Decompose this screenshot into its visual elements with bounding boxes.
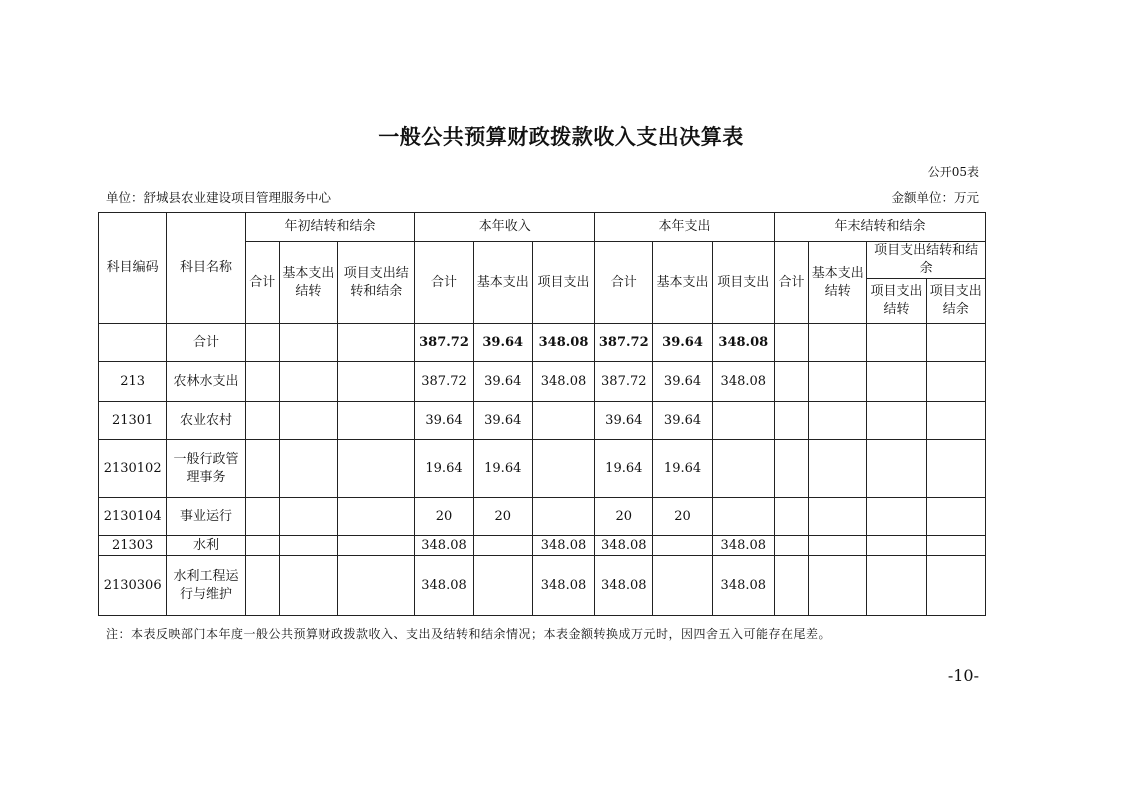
begin-project — [338, 402, 415, 440]
expense-total: 348.08 — [595, 556, 653, 616]
header-income-total: 合计 — [415, 242, 473, 324]
begin-total — [245, 324, 279, 362]
expense-total: 348.08 — [595, 536, 653, 556]
expense-project — [712, 498, 774, 536]
row-code: 2130102 — [99, 440, 167, 498]
begin-total — [245, 362, 279, 402]
row-name: 事业运行 — [167, 498, 245, 536]
end-project-carry — [867, 440, 926, 498]
table-body — [99, 324, 986, 616]
page-title: 一般公共预算财政拨款收入支出决算表 — [378, 125, 744, 149]
income-basic — [473, 556, 532, 616]
table-row — [99, 536, 986, 556]
expense-total: 387.72 — [595, 324, 653, 362]
income-basic: 20 — [473, 498, 532, 536]
expense-basic: 39.64 — [653, 324, 712, 362]
header-income-group: 本年收入 — [415, 213, 595, 242]
table-row — [99, 362, 986, 402]
row-name: 水利工程运行与维护 — [167, 556, 245, 616]
end-basic — [809, 498, 867, 536]
expense-project — [712, 440, 774, 498]
expense-basic: 20 — [653, 498, 712, 536]
header-income-project: 项目支出 — [532, 242, 594, 324]
footnote: 注：本表反映部门本年度一般公共预算财政拨款收入、支出及结转和结余情况；本表金额转换成万元时，因四舍五入可能存在尾差。 — [106, 627, 832, 641]
begin-basic — [279, 402, 337, 440]
income-basic: 39.64 — [473, 402, 532, 440]
end-total — [774, 324, 808, 362]
expense-basic: 19.64 — [653, 440, 712, 498]
end-project-balance — [926, 556, 985, 616]
table-row — [99, 440, 986, 498]
row-code: 2130104 — [99, 498, 167, 536]
end-total — [774, 402, 808, 440]
amount-unit: 金额单位：万元 — [891, 190, 979, 205]
header-end-project-carry: 项目支出结转 — [867, 279, 926, 324]
expense-total: 19.64 — [595, 440, 653, 498]
end-project-carry — [867, 536, 926, 556]
header-expense-basic: 基本支出 — [653, 242, 712, 324]
begin-total — [245, 402, 279, 440]
income-basic: 39.64 — [473, 362, 532, 402]
header-end-total: 合计 — [774, 242, 808, 324]
end-project-balance — [926, 498, 985, 536]
end-project-balance — [926, 402, 985, 440]
income-basic: 19.64 — [473, 440, 532, 498]
expense-total: 387.72 — [595, 362, 653, 402]
begin-project — [338, 362, 415, 402]
row-name: 合计 — [167, 324, 245, 362]
expense-project: 348.08 — [712, 536, 774, 556]
header-end-basic: 基本支出结转 — [809, 242, 867, 324]
income-basic — [473, 536, 532, 556]
begin-basic — [279, 556, 337, 616]
row-code: 213 — [99, 362, 167, 402]
header-begin-project: 项目支出结转和结余 — [338, 242, 415, 324]
header-end-project: 项目支出结转和结余 — [867, 242, 986, 279]
expense-basic: 39.64 — [653, 402, 712, 440]
header-begin-group: 年初结转和结余 — [245, 213, 415, 242]
income-project — [532, 402, 594, 440]
header-begin-total: 合计 — [245, 242, 279, 324]
income-project: 348.08 — [532, 362, 594, 402]
row-name: 水利 — [167, 536, 245, 556]
end-project-balance — [926, 536, 985, 556]
expense-project: 348.08 — [712, 556, 774, 616]
income-project: 348.08 — [532, 536, 594, 556]
row-code — [99, 324, 167, 362]
row-code: 2130306 — [99, 556, 167, 616]
end-basic — [809, 362, 867, 402]
income-total: 20 — [415, 498, 473, 536]
end-project-carry — [867, 556, 926, 616]
income-project — [532, 440, 594, 498]
header-code: 科目编码 — [99, 213, 167, 324]
begin-basic — [279, 498, 337, 536]
end-basic — [809, 402, 867, 440]
end-basic — [809, 440, 867, 498]
unit-label: 单位：舒城县农业建设项目管理服务中心 — [106, 190, 332, 205]
income-project: 348.08 — [532, 556, 594, 616]
begin-project — [338, 536, 415, 556]
end-project-balance — [926, 440, 985, 498]
expense-project: 348.08 — [712, 362, 774, 402]
end-total — [774, 362, 808, 402]
begin-project — [338, 498, 415, 536]
table-row — [99, 498, 986, 536]
table-row — [99, 402, 986, 440]
income-total: 348.08 — [415, 556, 473, 616]
header-name: 科目名称 — [167, 213, 245, 324]
row-code: 21301 — [99, 402, 167, 440]
income-project: 348.08 — [532, 324, 594, 362]
page-number: -10- — [947, 666, 979, 685]
begin-total — [245, 536, 279, 556]
row-code: 21303 — [99, 536, 167, 556]
begin-total — [245, 498, 279, 536]
income-total: 387.72 — [415, 324, 473, 362]
begin-total — [245, 556, 279, 616]
form-number: 公开05表 — [927, 165, 979, 179]
expense-project — [712, 402, 774, 440]
end-project-balance — [926, 362, 985, 402]
header-income-basic: 基本支出 — [473, 242, 532, 324]
header-end-project-balance: 项目支出结余 — [926, 279, 985, 324]
begin-total — [245, 440, 279, 498]
end-project-carry — [867, 402, 926, 440]
header-expense-project: 项目支出 — [712, 242, 774, 324]
income-total: 19.64 — [415, 440, 473, 498]
begin-basic — [279, 324, 337, 362]
begin-project — [338, 556, 415, 616]
income-total: 387.72 — [415, 362, 473, 402]
header-end-group: 年末结转和结余 — [774, 213, 985, 242]
begin-basic — [279, 536, 337, 556]
income-total: 348.08 — [415, 536, 473, 556]
begin-basic — [279, 440, 337, 498]
header-begin-basic: 基本支出结转 — [279, 242, 337, 324]
row-name: 一般行政管理事务 — [167, 440, 245, 498]
expense-total: 39.64 — [595, 402, 653, 440]
end-project-carry — [867, 362, 926, 402]
end-total — [774, 498, 808, 536]
end-basic — [809, 536, 867, 556]
end-total — [774, 440, 808, 498]
income-project — [532, 498, 594, 536]
expense-basic: 39.64 — [653, 362, 712, 402]
begin-basic — [279, 362, 337, 402]
row-name: 农业农村 — [167, 402, 245, 440]
end-basic — [809, 556, 867, 616]
income-total: 39.64 — [415, 402, 473, 440]
header-expense-total: 合计 — [595, 242, 653, 324]
expense-basic — [653, 556, 712, 616]
header-expense-group: 本年支出 — [595, 213, 775, 242]
begin-project — [338, 324, 415, 362]
budget-table — [98, 212, 986, 616]
end-total — [774, 536, 808, 556]
table-row — [99, 556, 986, 616]
expense-basic — [653, 536, 712, 556]
end-project-carry — [867, 324, 926, 362]
end-total — [774, 556, 808, 616]
income-basic: 39.64 — [473, 324, 532, 362]
table-row — [99, 324, 986, 362]
begin-project — [338, 440, 415, 498]
end-project-carry — [867, 498, 926, 536]
end-basic — [809, 324, 867, 362]
expense-project: 348.08 — [712, 324, 774, 362]
row-name: 农林水支出 — [167, 362, 245, 402]
end-project-balance — [926, 324, 985, 362]
expense-total: 20 — [595, 498, 653, 536]
